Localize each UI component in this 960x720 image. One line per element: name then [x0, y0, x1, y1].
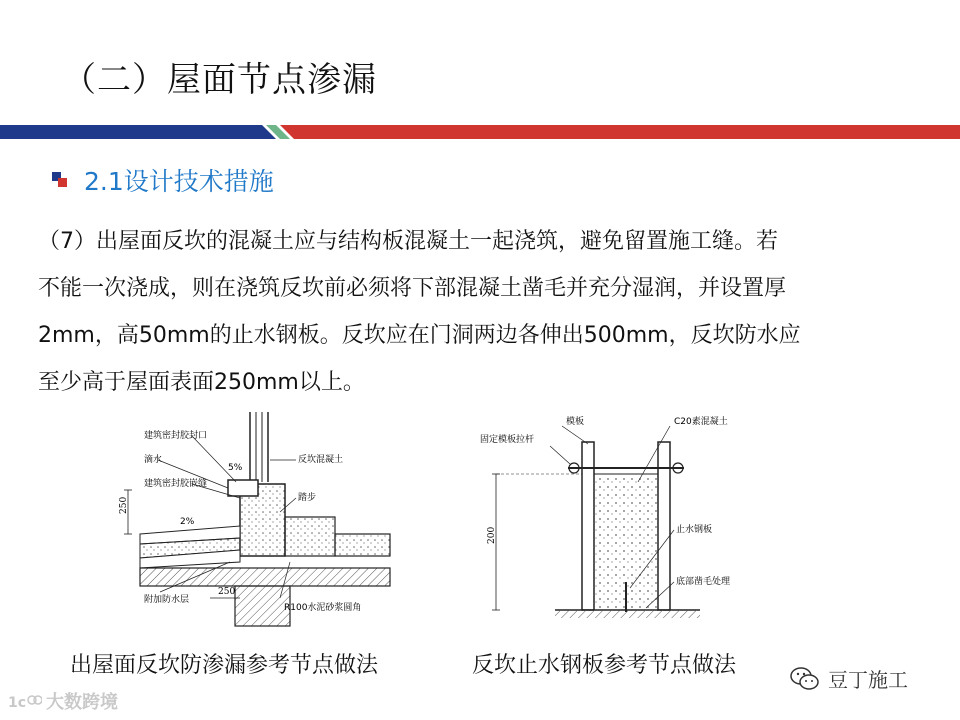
- paragraph-line: 2mm，高50mm的止水钢板。反坎应在门洞两边各伸出500mm，反坎防水应: [38, 323, 801, 348]
- label-step: 踏步: [298, 493, 317, 503]
- label-seal-joint: 建筑密封胶嵌缝: [144, 479, 208, 489]
- title-divider: [0, 125, 960, 139]
- wechat-icon: [790, 666, 820, 692]
- steel-waterstop-detail-drawing: [470, 412, 750, 632]
- watermark-right-text: 豆丁施工: [828, 668, 908, 692]
- label-slope-roof: 2%: [180, 517, 195, 527]
- label-c20-concrete: C20素混凝土: [674, 417, 728, 427]
- watermark-right: [790, 664, 908, 693]
- label-roughen: 底部凿毛处理: [676, 577, 731, 587]
- label-formwork: 模板: [566, 417, 585, 427]
- paragraph-line: （7）出屋面反坎的混凝土应与结构板混凝土一起浇筑，避免留置施工缝。若: [38, 229, 778, 254]
- caption-left: 出屋面反坎防渗漏参考节点做法: [70, 653, 379, 678]
- slide-title: （二）屋面节点渗漏: [62, 60, 377, 100]
- caption-right: 反坎止水钢板参考节点做法: [472, 653, 737, 678]
- dim-250-horizontal: 250: [218, 587, 236, 597]
- label-tie-rod: 固定模板拉杆: [480, 435, 535, 445]
- label-steel-plate: 止水钢板: [676, 525, 713, 535]
- section-label: 2.1设计技术措施: [84, 167, 274, 196]
- label-drip: 滴水: [144, 455, 163, 465]
- paragraph-line: 不能一次浇成，则在浇筑反坎前必须将下部混凝土凿毛并充分湿润，并设置厚: [38, 276, 787, 301]
- svg-text:1c: 1c: [8, 695, 27, 711]
- bullet-icon: [52, 172, 68, 188]
- watermark-left: [8, 688, 118, 714]
- label-fillet: R100水泥砂浆圆角: [284, 603, 362, 613]
- logo-icon: [8, 691, 42, 711]
- dim-200: 200: [487, 526, 497, 544]
- watermark-left-text: 大数跨境: [46, 692, 118, 713]
- label-curb-concrete: 反坎混凝土: [298, 455, 344, 465]
- section-heading: [52, 162, 274, 198]
- dim-250-vertical: 250: [119, 496, 129, 514]
- label-extra-layer: 附加防水层: [144, 595, 190, 605]
- label-seal-top: 建筑密封胶封口: [144, 431, 208, 441]
- paragraph-line: 至少高于屋面表面250mm以上。: [38, 370, 365, 395]
- curb-waterproof-detail-drawing: [100, 412, 400, 632]
- body-paragraph: [38, 218, 898, 406]
- label-slope-top: 5%: [228, 463, 243, 473]
